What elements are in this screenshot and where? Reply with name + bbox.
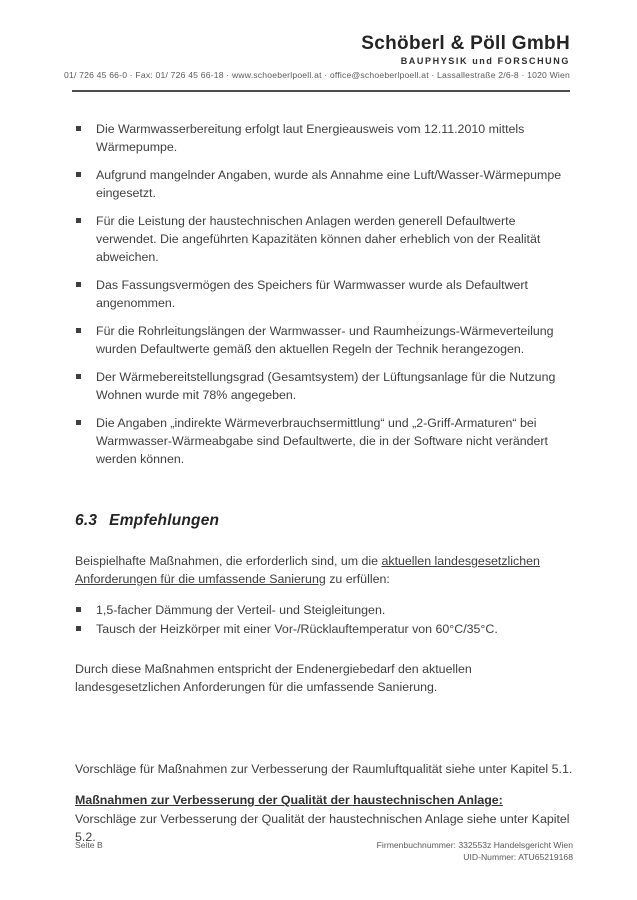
intro-text-post: zu erfüllen: — [325, 572, 390, 586]
square-bullet-icon — [76, 420, 81, 425]
uid-line: UID-Nummer: ATU65219168 — [463, 852, 573, 862]
page-content — [0, 92, 637, 846]
square-bullet-icon — [76, 607, 81, 612]
intro-paragraph — [75, 552, 575, 588]
bullet-text: 1,5-facher Dämmung der Verteil- und Steigleitungen. — [96, 603, 386, 617]
intro-text-pre: Beispielhafte Maßnahmen, die erforderlich sind, um die — [75, 554, 382, 568]
bullet-text: Der Wärmebereitstellungsgrad (Gesamtsystem) der Lüftungsanlage für die Nutzung Wohnen wurde mit 78% angegeben. — [96, 370, 556, 402]
bullet-text: Aufgrund mangelnder Angaben, wurde als Annahme eine Luft/Wasser-Wärmepumpe eingesetzt. — [96, 168, 562, 200]
page-footer — [75, 839, 573, 863]
list-item — [75, 368, 575, 404]
section-title: Empfehlungen — [109, 512, 220, 529]
intro-text-underlined: aktuellen landesgesetzlichen Anforderungen für die umfassende Sanierung — [75, 554, 540, 586]
section-heading — [75, 512, 575, 530]
company-registry-block — [377, 839, 573, 863]
bullet-text: Tausch der Heizkörper mit einer Vor-/Rücklauftemperatur von 60°C/35°C. — [96, 622, 498, 636]
measures-bullet-list — [75, 601, 575, 638]
hvac-note: Vorschläge zur Verbesserung der Qualität der haustechnischen Anlage siehe unter Kapitel 5.2. — [75, 812, 570, 844]
list-item — [75, 620, 575, 638]
air-quality-note: Vorschläge für Maßnahmen zur Verbesserung der Raumluftqualität siehe unter Kapitel 5.1. — [75, 762, 573, 776]
list-item — [75, 120, 575, 156]
list-item — [75, 322, 575, 358]
square-bullet-icon — [76, 328, 81, 333]
page-number: Seite B — [75, 840, 103, 850]
bullet-text: Für die Leistung der haustechnischen Anlagen werden generell Defaultwerte verwendet. Die angeführten Kapazitäten können daher erheblich von der Realität abweichen. — [96, 214, 541, 264]
list-item — [75, 276, 575, 312]
company-name: Schöberl & Pöll GmbH — [361, 33, 570, 54]
list-item — [75, 166, 575, 202]
square-bullet-icon — [76, 282, 81, 287]
square-bullet-icon — [76, 172, 81, 177]
contact-line: 01/ 726 45 66-0 · Fax: 01/ 726 45 66-18 · www.schoeberlpoell.at · office@schoeberlpoell.at · Lassallestraße 2/6-8 · 1020 Wien — [63, 70, 570, 80]
square-bullet-icon — [76, 218, 81, 223]
vertical-spacer — [75, 696, 575, 738]
list-item — [75, 601, 575, 619]
square-bullet-icon — [76, 374, 81, 379]
letterhead — [0, 0, 637, 80]
company-tagline: BAUPHYSIK und FORSCHUNG — [400, 56, 570, 66]
bullet-text: Die Warmwasserbereitung erfolgt laut Energieausweis vom 12.11.2010 mittels Wärmepumpe. — [96, 122, 525, 154]
hvac-heading: Maßnahmen zur Verbesserung der Qualität der haustechnischen Anlage: — [75, 793, 503, 807]
result-paragraph: Durch diese Maßnahmen entspricht der Endenergiebedarf den aktuellen landesgesetzlichen Anforderungen für die umfassende Sanierung. — [75, 662, 472, 694]
list-item — [75, 414, 575, 468]
notes-bullet-list — [75, 120, 575, 468]
bullet-text: Für die Rohrleitungslängen der Warmwasser- und Raumheizungs-Wärmeverteilung wurden Defaultwerte gemäß den aktuellen Regeln der Technik herangezogen. — [96, 324, 554, 356]
bullet-text: Das Fassungsvermögen des Speichers für Warmwasser wurde als Defaultwert angenommen. — [96, 278, 529, 310]
bullet-text: Die Angaben „indirekte Wärmeverbrauchsermittlung“ und „2-Griff-Armaturen“ bei Warmwasser-Wärmeabgabe sind Defaultwerte, die in der Software nicht verändert werden können. — [96, 416, 548, 466]
square-bullet-icon — [76, 126, 81, 131]
list-item — [75, 212, 575, 266]
square-bullet-icon — [76, 626, 81, 631]
section-number: 6.3 — [75, 512, 98, 529]
registry-line: Firmenbuchnummer: 332553z Handelsgericht Wien — [376, 840, 573, 850]
